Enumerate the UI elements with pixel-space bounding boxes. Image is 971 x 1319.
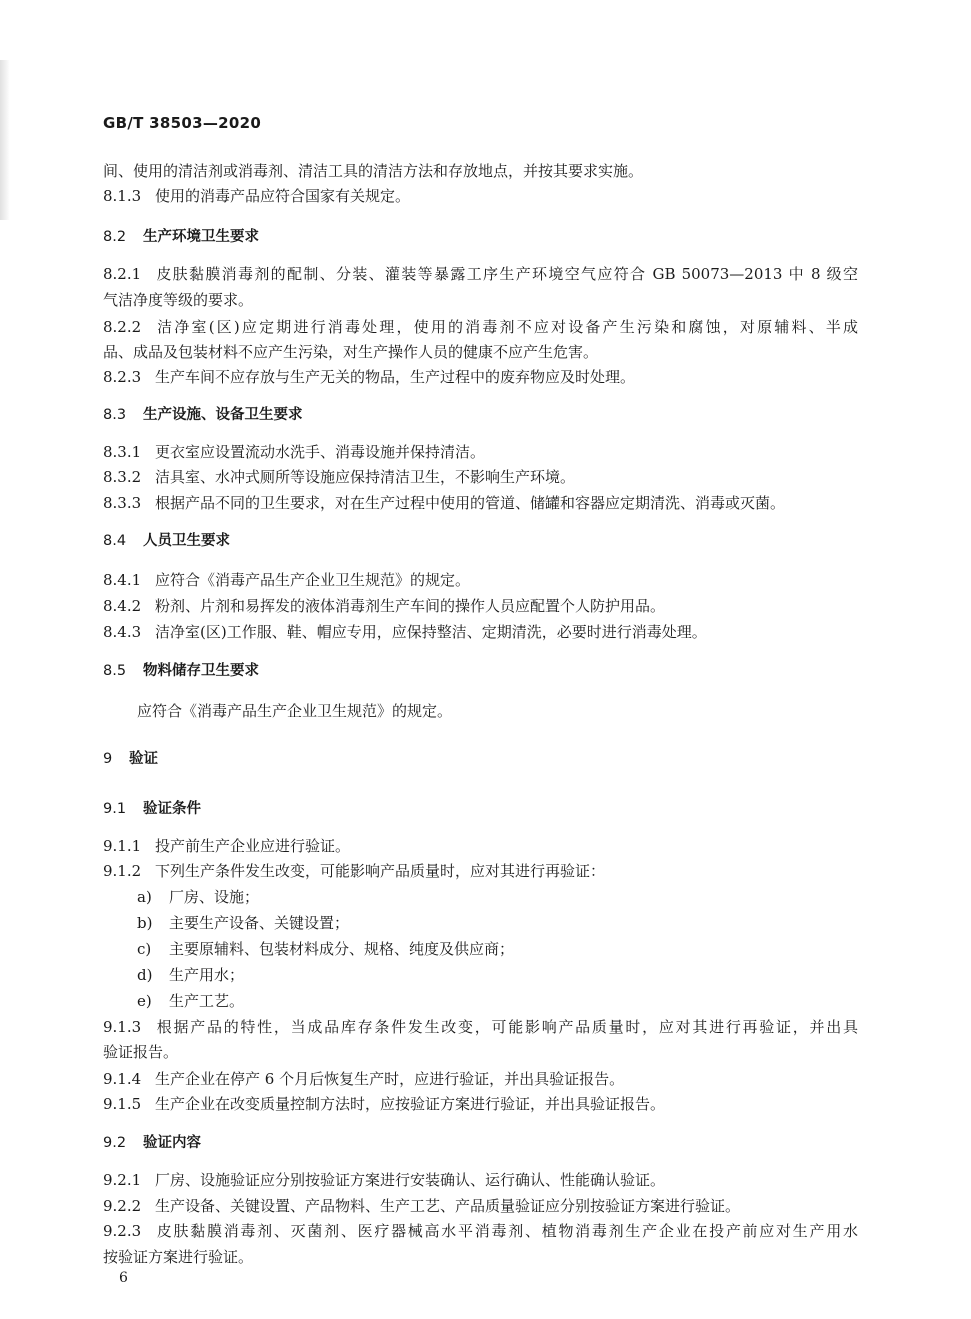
- clause-line: [103, 1247, 253, 1267]
- clause-number: 9.1.5: [103, 1095, 142, 1113]
- clause-text: 生产环境卫生要求: [143, 229, 259, 245]
- standard-number-header: GB/T 38503—2020: [103, 114, 262, 132]
- clause-number: 8.4: [103, 533, 127, 549]
- clause-text: 下列生产条件发生改变，可能影响产品质量时，应对其进行再验证：: [155, 862, 606, 880]
- list-item: [137, 991, 244, 1011]
- clause-number: 9.2.2: [103, 1197, 142, 1215]
- clause-text: 验证内容: [143, 1135, 201, 1151]
- clause-number: 8.3.2: [103, 468, 142, 486]
- section-heading: [103, 405, 303, 425]
- clause-text: 生产企业在改变质量控制方法时，应按验证方案进行验证，并出具验证报告。: [155, 1095, 666, 1113]
- clause-text: 更衣室应设置流动水洗手、消毒设施并保持清洁。: [155, 443, 486, 461]
- clause-line: [103, 1042, 178, 1062]
- clause-line: [103, 861, 605, 881]
- page-number: 6: [119, 1270, 128, 1286]
- clause-number: d): [137, 966, 153, 984]
- clause-number: 8.4.3: [103, 623, 142, 641]
- clause-line: [103, 342, 598, 362]
- clause-text: 投产前生产企业应进行验证。: [155, 837, 351, 855]
- clause-number: c): [137, 940, 152, 958]
- clause-line: [103, 317, 858, 337]
- clause-text: 生产设施、设备卫生要求: [143, 407, 303, 423]
- clause-text: 间、使用的清洁剂或消毒剂、清洁工具的清洁方法和存放地点，并按其要求实施。: [103, 162, 644, 180]
- clause-number: 9.1: [103, 801, 127, 817]
- clause-text: 粉剂、片剂和易挥发的液体消毒剂生产车间的操作人员应配置个人防护用品。: [155, 597, 666, 615]
- clause-number: 8.2.2: [103, 318, 142, 336]
- clause-number: a): [137, 888, 152, 906]
- clause-line: [103, 367, 635, 387]
- section-heading: [103, 227, 259, 247]
- clause-text: 皮肤黏膜消毒剂、灭菌剂、医疗器械高水平消毒剂、植物消毒剂生产企业在投产前应对生产用水: [155, 1222, 858, 1240]
- page-edge-shadow: [0, 60, 10, 220]
- clause-number: 9.1.4: [103, 1070, 142, 1088]
- clause-number: 9.1.3: [103, 1018, 142, 1036]
- clause-line: [103, 290, 253, 310]
- clause-text: 验证报告。: [103, 1043, 179, 1061]
- clause-line: [103, 596, 665, 616]
- clause-text: 按验证方案进行验证。: [103, 1248, 254, 1266]
- clause-number: 9.2.3: [103, 1222, 142, 1240]
- clause-text: 验证条件: [143, 801, 201, 817]
- clause-text: 根据产品不同的卫生要求，对在生产过程中使用的管道、储罐和容器应定期清洗、消毒或灭菌。: [155, 494, 786, 512]
- clause-line: [103, 161, 643, 181]
- clause-number: b): [137, 914, 153, 932]
- clause-number: 8.2.3: [103, 368, 142, 386]
- clause-line: [103, 570, 470, 590]
- clause-line: [103, 1069, 624, 1089]
- clause-text: 使用的消毒产品应符合国家有关规定。: [155, 187, 411, 205]
- clause-number: 9.2: [103, 1135, 127, 1151]
- clause-line: [103, 186, 410, 206]
- clause-text: 洁净室(区)工作服、鞋、帽应专用，应保持整洁、定期清洗，必要时进行消毒处理。: [155, 623, 707, 641]
- clause-line: [103, 836, 350, 856]
- clause-number: 8.3.3: [103, 494, 142, 512]
- section-heading: [103, 1133, 201, 1153]
- clause-line: [103, 1196, 740, 1216]
- clause-number: 8.5: [103, 663, 127, 679]
- clause-text: 主要原辅料、包装材料成分、规格、纯度及供应商；: [169, 940, 515, 958]
- chapter-heading: [103, 749, 158, 769]
- clause-line: [103, 1170, 665, 1190]
- section-heading: [103, 531, 230, 551]
- clause-text: 生产车间不应存放与生产无关的物品，生产过程中的废弃物应及时处理。: [155, 368, 636, 386]
- list-item: [137, 913, 349, 933]
- clause-text: 根据产品的特性，当成品库存条件发生改变，可能影响产品质量时，应对其进行再验证，并出具: [155, 1018, 858, 1036]
- clause-text: 厂房、设施；: [169, 888, 260, 906]
- clause-text: 主要生产设备、关键设置；: [169, 914, 350, 932]
- clause-number: 8.1.3: [103, 187, 142, 205]
- clause-text: 生产用水；: [169, 966, 245, 984]
- clause-text: 品、成品及包装材料不应产生污染，对生产操作人员的健康不应产生危害。: [103, 343, 599, 361]
- clause-line: [103, 467, 575, 487]
- clause-line: [103, 1094, 665, 1114]
- clause-text: 人员卫生要求: [143, 533, 230, 549]
- clause-text: 应符合《消毒产品生产企业卫生规范》的规定。: [155, 571, 471, 589]
- clause-text: 生产企业在停产 6 个月后恢复生产时，应进行验证，并出具验证报告。: [155, 1070, 625, 1088]
- clause-line: [103, 442, 485, 462]
- clause-text: 洁净室(区)应定期进行消毒处理，使用的消毒剂不应对设备产生污染和腐蚀，对原辅料、半成: [155, 318, 858, 336]
- clause-line: [103, 622, 707, 642]
- clause-line: [103, 264, 858, 284]
- clause-number: 9.1.1: [103, 837, 142, 855]
- clause-text: 气洁净度等级的要求。: [103, 291, 254, 309]
- clause-text: 验证: [129, 751, 158, 767]
- clause-number: 9.1.2: [103, 862, 142, 880]
- clause-text: 洁具室、水冲式厕所等设施应保持清洁卫生，不影响生产环境。: [155, 468, 576, 486]
- clause-number: 9: [103, 751, 113, 767]
- clause-text: 皮肤黏膜消毒剂的配制、分装、灌装等暴露工序生产环境空气应符合 GB 50073—2013 中 8 级空: [155, 265, 858, 283]
- clause-line: [103, 1017, 858, 1037]
- clause-text: 生产工艺。: [169, 992, 245, 1010]
- list-item: [137, 965, 244, 985]
- clause-number: 8.4.2: [103, 597, 142, 615]
- clause-text: 物料储存卫生要求: [143, 663, 259, 679]
- clause-number: 8.4.1: [103, 571, 142, 589]
- clause-text: 厂房、设施验证应分别按验证方案进行安装确认、运行确认、性能确认验证。: [155, 1171, 666, 1189]
- list-item: [137, 939, 514, 959]
- paragraph-line: [137, 701, 452, 721]
- clause-number: 8.2: [103, 229, 127, 245]
- clause-number: 9.2.1: [103, 1171, 142, 1189]
- section-heading: [103, 661, 259, 681]
- section-heading: [103, 799, 201, 819]
- clause-text: 应符合《消毒产品生产企业卫生规范》的规定。: [137, 702, 453, 720]
- clause-line: [103, 1221, 858, 1241]
- clause-number: 8.3.1: [103, 443, 142, 461]
- list-item: [137, 887, 259, 907]
- clause-number: 8.2.1: [103, 265, 142, 283]
- clause-line: [103, 493, 785, 513]
- clause-number: e): [137, 992, 152, 1010]
- clause-text: 生产设备、关键设置、产品物料、生产工艺、产品质量验证应分别按验证方案进行验证。: [155, 1197, 741, 1215]
- clause-number: 8.3: [103, 407, 127, 423]
